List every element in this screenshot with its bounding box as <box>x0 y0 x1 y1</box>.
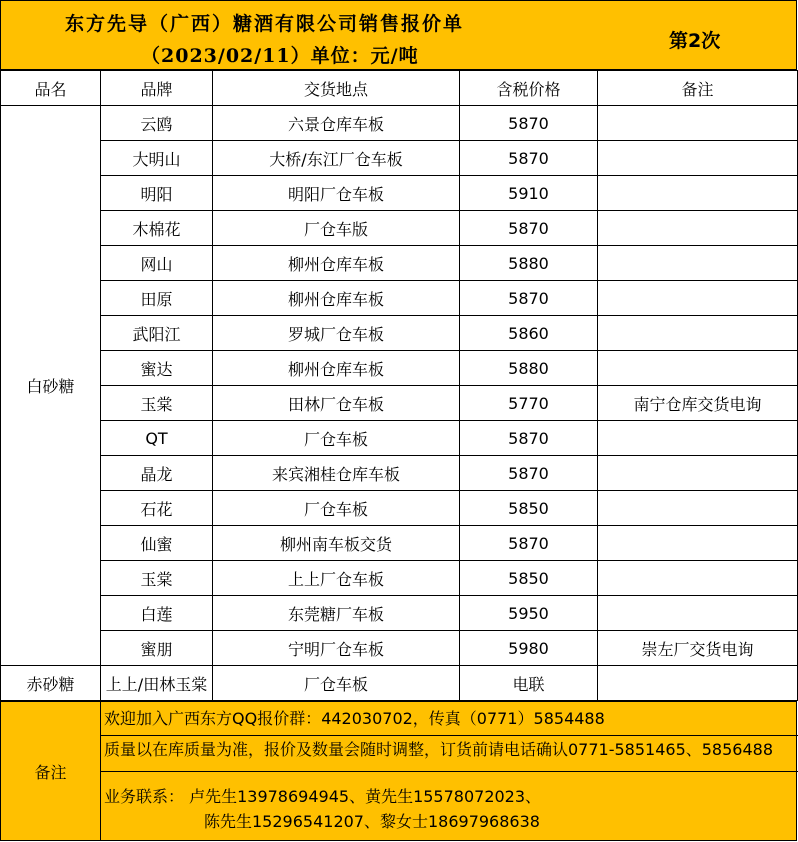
table-row <box>1 666 798 701</box>
cell-location: 柳州南车板交货 <box>213 526 460 561</box>
cell-note <box>598 456 798 491</box>
cell-brand: 大明山 <box>101 141 213 176</box>
cell-price: 5870 <box>460 421 598 456</box>
cell-brand: QT <box>101 421 213 456</box>
column-header: 备注 <box>598 71 798 106</box>
table-row <box>1 386 798 421</box>
cell-price: 5870 <box>460 141 598 176</box>
cell-location: 上上厂仓车板 <box>213 561 460 596</box>
cell-location: 罗城厂仓车板 <box>213 316 460 351</box>
cell-location: 厂仓车版 <box>213 211 460 246</box>
cell-note <box>598 106 798 141</box>
table-row <box>1 351 798 386</box>
cell-brand: 仙蜜 <box>101 526 213 561</box>
contacts-line-2: 陈先生15296541207、黎女士18697968638 <box>204 812 540 831</box>
cell-note: 崇左厂交货电询 <box>598 631 798 666</box>
cell-note <box>598 211 798 246</box>
title-banner <box>0 0 797 70</box>
cell-brand: 木棉花 <box>101 211 213 246</box>
column-header: 交货地点 <box>213 71 460 106</box>
cell-note <box>598 246 798 281</box>
cell-brand: 石花 <box>101 491 213 526</box>
table-row <box>1 421 798 456</box>
sheet-title: 东方先导（广西）糖酒有限公司销售报价单 <box>65 13 465 35</box>
cell-note <box>598 176 798 211</box>
cell-brand: 蜜达 <box>101 351 213 386</box>
cell-location: 大桥/东江厂仓车板 <box>213 141 460 176</box>
cell-location: 柳州仓库车板 <box>213 281 460 316</box>
cell-price: 5770 <box>460 386 598 421</box>
cell-brand: 网山 <box>101 246 213 281</box>
contacts-line-1: 业务联系： 卢先生13978694945、黄先生15578072023、 <box>104 787 542 806</box>
column-header: 品名 <box>1 71 101 106</box>
remarks-label: 备注 <box>1 702 101 840</box>
column-header: 品牌 <box>101 71 213 106</box>
cell-location: 厂仓车板 <box>213 666 460 701</box>
table-row <box>1 631 798 666</box>
cell-location: 柳州仓库车板 <box>213 351 460 386</box>
sheet-date-unit: （2023/02/11）单位：元/吨 <box>141 45 419 67</box>
table-row <box>1 106 798 141</box>
cell-price: 5870 <box>460 526 598 561</box>
column-header: 含税价格 <box>460 71 598 106</box>
category-cell: 白砂糖 <box>1 106 101 666</box>
quality-notice-text: 质量以在库质量为准，报价及数量会随时调整，订货前请电话确认0771-5851465、5856488 <box>104 740 774 759</box>
price-table <box>0 70 798 701</box>
cell-price: 5880 <box>460 351 598 386</box>
cell-location: 东莞糖厂车板 <box>213 596 460 631</box>
issue-number: 第2次 <box>669 30 721 52</box>
cell-location: 宁明厂仓车板 <box>213 631 460 666</box>
table-row <box>1 141 798 176</box>
table-row <box>1 211 798 246</box>
cell-brand: 晶龙 <box>101 456 213 491</box>
cell-location: 田林厂仓车板 <box>213 386 460 421</box>
cell-note <box>598 526 798 561</box>
table-row <box>1 456 798 491</box>
cell-price: 5910 <box>460 176 598 211</box>
category-cell: 赤砂糖 <box>1 666 101 701</box>
table-row <box>1 316 798 351</box>
qq-group-fax-line: 欢迎加入广西东方QQ报价群：442030702，传真（0771）5854488 <box>101 702 798 736</box>
cell-price: 5860 <box>460 316 598 351</box>
table-row <box>1 281 798 316</box>
table-row <box>1 491 798 526</box>
table-row <box>1 176 798 211</box>
cell-price: 5850 <box>460 491 598 526</box>
cell-note <box>598 281 798 316</box>
cell-brand: 田原 <box>101 281 213 316</box>
cell-note <box>598 596 798 631</box>
cell-price: 5850 <box>460 561 598 596</box>
cell-note <box>598 421 798 456</box>
cell-location: 来宾湘桂仓库车板 <box>213 456 460 491</box>
cell-brand: 蜜朋 <box>101 631 213 666</box>
table-row <box>1 596 798 631</box>
cell-price: 5870 <box>460 106 598 141</box>
cell-price: 5980 <box>460 631 598 666</box>
cell-brand: 白莲 <box>101 596 213 631</box>
cell-note <box>598 351 798 386</box>
cell-price: 5880 <box>460 246 598 281</box>
cell-price: 5870 <box>460 211 598 246</box>
table-header-row <box>1 71 798 106</box>
cell-location: 六景仓库车板 <box>213 106 460 141</box>
cell-note <box>598 491 798 526</box>
cell-location: 厂仓车板 <box>213 421 460 456</box>
table-row <box>1 526 798 561</box>
cell-note <box>598 141 798 176</box>
cell-price: 5870 <box>460 456 598 491</box>
sales-contacts <box>101 772 798 840</box>
cell-brand: 玉棠 <box>101 386 213 421</box>
cell-price: 5870 <box>460 281 598 316</box>
table-row <box>1 561 798 596</box>
cell-price: 5950 <box>460 596 598 631</box>
cell-brand: 明阳 <box>101 176 213 211</box>
cell-location: 明阳厂仓车板 <box>213 176 460 211</box>
cell-brand: 云鸥 <box>101 106 213 141</box>
table-row <box>1 246 798 281</box>
cell-location: 厂仓车板 <box>213 491 460 526</box>
cell-note <box>598 666 798 701</box>
cell-brand: 玉棠 <box>101 561 213 596</box>
cell-brand: 上上/田林玉棠 <box>101 666 213 701</box>
remarks-section <box>0 701 797 841</box>
cell-note: 南宁仓库交货电询 <box>598 386 798 421</box>
quality-notice-line <box>101 736 798 772</box>
cell-note <box>598 316 798 351</box>
cell-location: 柳州仓库车板 <box>213 246 460 281</box>
cell-note <box>598 561 798 596</box>
cell-price: 电联 <box>460 666 598 701</box>
cell-brand: 武阳江 <box>101 316 213 351</box>
